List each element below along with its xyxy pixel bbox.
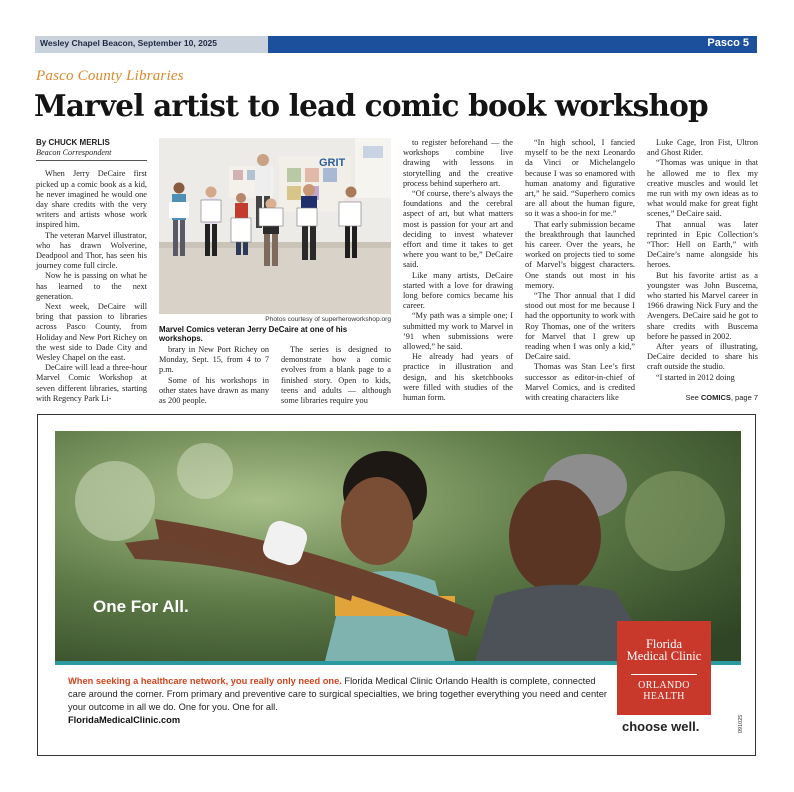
paragraph: brary in New Port Richey on Monday, Sept. 15, from 4 to 7 p.m. — [159, 345, 269, 375]
article-column-6 — [647, 138, 758, 383]
byline-role: Beacon Correspondent — [36, 148, 112, 158]
florida-medical-clinic-logo — [617, 621, 711, 715]
paragraph: That annual was later reprinted in Epic Collection’s “Thor: Hell on Earth,” with DeCaire’s name alongside his heroes. — [647, 219, 758, 270]
ad-copy-lead: When seeking a healthcare network, you really only need one. — [68, 676, 342, 686]
header-left-band — [35, 36, 268, 53]
ad-copy-body: Florida Medical Clinic Orlando Health is complete, connected care around the corner. From primary and preventive care to surgical specialties, we bring together everything you need and center your outcome in all we do. One for you. One for all. — [68, 676, 607, 712]
ad-tagline: choose well. — [622, 719, 700, 734]
jump-word: COMICS — [700, 393, 731, 402]
byline-rule — [36, 160, 147, 161]
page-label: Pasco 5 — [707, 37, 749, 49]
section-kicker: Pasco County Libraries — [36, 68, 184, 84]
byline: By CHUCK MERLIS — [36, 138, 110, 147]
continuation-jump — [648, 393, 758, 402]
workshop-photo-illustration — [159, 138, 391, 314]
ad-copy — [68, 675, 613, 727]
photo-credit: Photos courtesy of superheroworkshop.org — [265, 316, 391, 323]
workshop-photo — [159, 138, 391, 314]
paragraph: “The Thor annual that I did stood out most for me because I had the opportunity to work with Roy Thomas, one of the writers for Marvel that I grew up reading when I was only a kid,” DeCaire said. — [525, 291, 635, 362]
paragraph: “Of course, there’s always the foundations and the cerebral aspect of art, but what matters most is passion for your art and deciding to invest whatever effort and time it takes to get where you want to be,” DeCaire said. — [403, 189, 513, 270]
logo-line-orlando: ORLANDO — [638, 680, 690, 691]
logo-line-medical-clinic: Medical Clinic — [626, 649, 702, 663]
logo-clinic-name — [617, 638, 711, 662]
paragraph: “I started in 2012 doing — [656, 372, 735, 382]
paragraph: But his favorite artist as a youngster was John Buscema, who started his Marvel career in 1966 drawing Nick Fury and the Avengers. DeCaire said he got to share credits with Buscema before he passed in 2002. — [647, 270, 758, 341]
ad-slogan: One For All. — [93, 597, 189, 616]
paragraph: “Thomas was unique in that he allowed me to flex my creative muscles and would let me run with my own ideas as to what would make for great fight scenes,” DeCaire said. — [647, 158, 758, 219]
article-column-1 — [36, 138, 147, 404]
paragraph: Thomas was Stan Lee’s first successor as editor-in-chief of Marvel Comics, and is credited with creating characters like — [525, 362, 635, 403]
article-column-3 — [281, 345, 391, 406]
paragraph: After years of illustrating, DeCaire decided to share his craft outside the studio. — [647, 342, 758, 372]
paragraph: Luke Cage, Iron Fist, Ultron and Ghost Rider. — [647, 138, 758, 158]
wall-sign: GRIT — [319, 157, 346, 169]
ad-code: 091025 — [738, 714, 744, 733]
advertisement — [37, 414, 756, 756]
paragraph: Some of his workshops in other states have drawn as many as 200 people. — [159, 375, 269, 406]
paragraph: That early submission became the breakthrough that launched his career. Over the years, he worked on projects tied to some of Marvel’s biggest characters. One stands out most in his memory. — [525, 219, 635, 290]
paragraph: to register beforehand — the workshops combine live drawing with lessons in storytelling and the creative process behind superhero art. — [403, 138, 513, 188]
jump-prefix: See — [685, 393, 699, 402]
paragraph: Now he is passing on what he has learned to the next generation. — [36, 271, 147, 301]
photo-caption: Marvel Comics veteran Jerry DeCaire at one of his workshops. — [159, 325, 348, 343]
paragraph: He already had years of practice in illustration and design, and his sketchbooks were filled with studies of the human form. — [403, 352, 513, 403]
header-right-band — [268, 36, 757, 53]
paragraph: “In high school, I fancied myself to be the next Leonardo da Vinci or Michelangelo because I was so enamored with human anatomy and figurative art,” he said. “Superhero comics are all about the human figure, so it was a shoo-in for me.” — [525, 138, 635, 219]
paragraph: When Jerry DeCaire first picked up a comic book as a kid, he never imagined he would one day share credits with the very writers and artists whose work inspired him. — [36, 169, 147, 230]
logo-orlando-health — [617, 680, 711, 702]
article-column-2 — [159, 345, 269, 406]
logo-divider — [631, 674, 697, 675]
logo-line-florida: Florida — [645, 637, 683, 651]
paragraph: The veteran Marvel illustrator, who has drawn Wolverine, Deadpool and Thor, has seen his journey come full circle. — [36, 230, 147, 271]
logo-line-health: HEALTH — [643, 691, 685, 702]
article-column-4 — [403, 138, 513, 403]
paragraph: DeCaire will lead a three-hour Marvel Comic Workshop at seven different libraries, starting with Regency Park Li- — [36, 363, 147, 403]
column-1-body — [36, 169, 147, 404]
paragraph: “My path was a simple one; I submitted my work to Marvel in ’91 when submissions were allowed,” he said. — [403, 311, 513, 352]
article-column-5 — [525, 138, 635, 403]
headline: Marvel artist to lead comic book workshop — [34, 88, 708, 123]
ad-url-link[interactable]: FloridaMedicalClinic.com — [68, 715, 181, 725]
page-header — [35, 36, 757, 53]
paragraph: Like many artists, DeCaire started with a love for drawing long before comics became his career. — [403, 270, 513, 311]
paragraph: Next week, DeCaire will bring that passion to libraries across Pasco County, from Holiday and New Port Richey on the west side to Dade City and Wesley Chapel on the east. — [36, 302, 147, 363]
jump-suffix: , page 7 — [730, 393, 758, 402]
paragraph: The series is designed to demonstrate how a comic evolves from a blank page to a finished story. Open to kids, teens and adults — although some libraries require you — [281, 345, 391, 406]
issue-date: Wesley Chapel Beacon, September 10, 2025 — [40, 38, 218, 48]
